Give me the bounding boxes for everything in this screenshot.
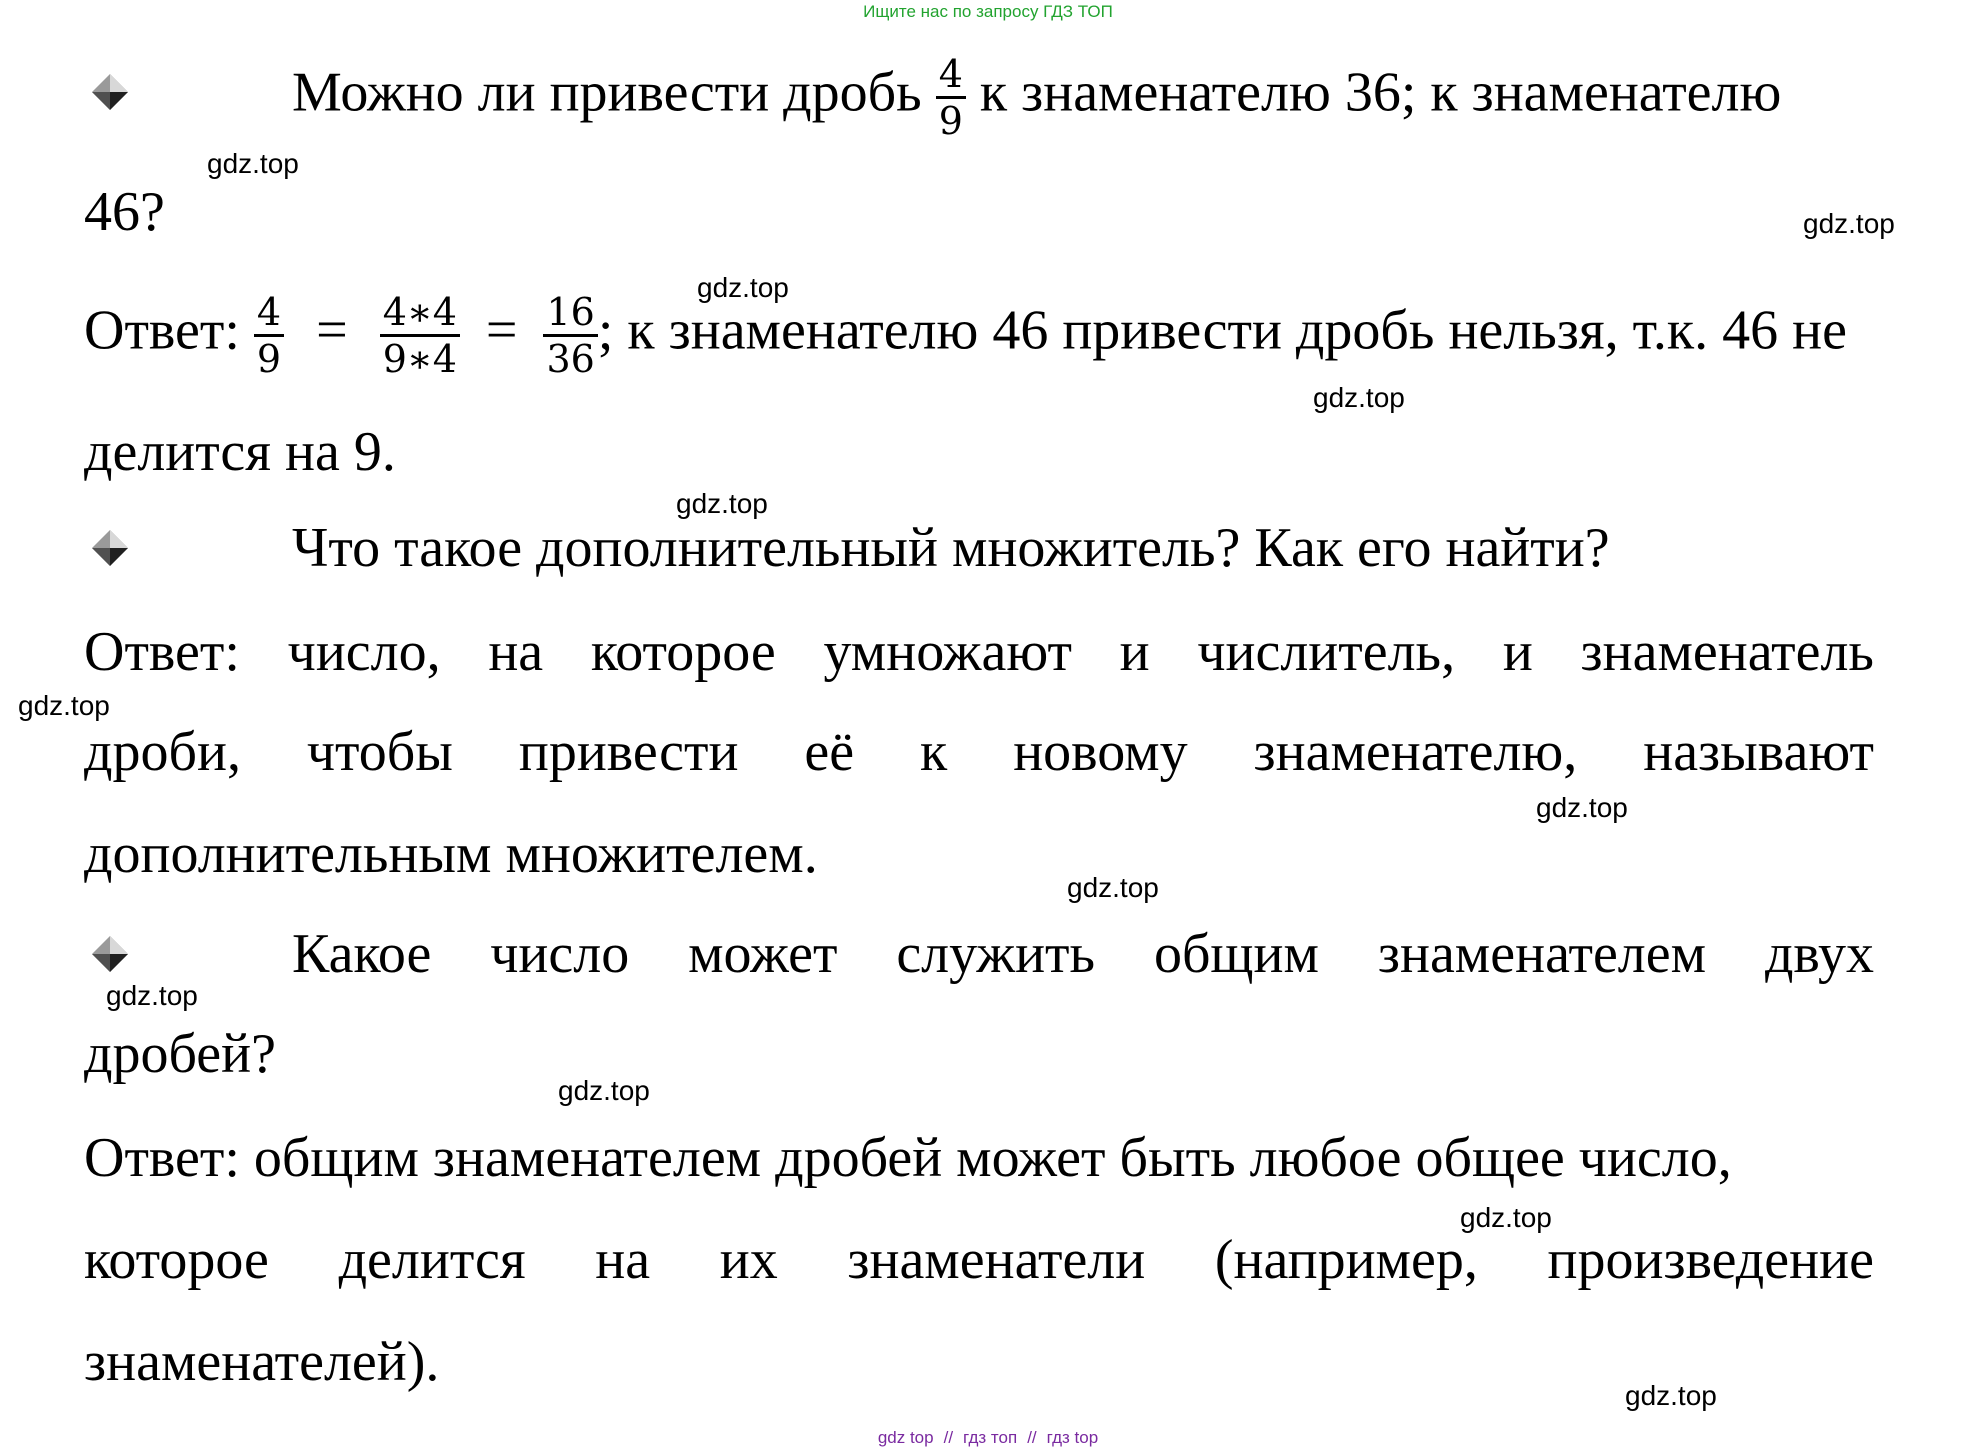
watermark: gdz.top bbox=[558, 1075, 650, 1106]
fraction-numerator: 16 bbox=[543, 290, 597, 337]
question-3-line-1 bbox=[292, 914, 1874, 994]
answer-1-line-2: делится на 9. bbox=[84, 421, 396, 483]
word: двух bbox=[1764, 923, 1874, 985]
fraction-denominator: 36 bbox=[546, 337, 595, 381]
watermark: gdz.top bbox=[1803, 208, 1895, 239]
answer-label: Ответ: bbox=[84, 299, 240, 362]
word: на bbox=[595, 1229, 651, 1291]
word: число bbox=[490, 923, 630, 985]
answer-1-line-1 bbox=[84, 290, 1874, 381]
equals-sign: = bbox=[485, 299, 518, 362]
watermark: gdz.top bbox=[1536, 792, 1628, 823]
word: чтобы bbox=[306, 721, 453, 783]
watermark: gdz.top bbox=[1067, 872, 1159, 903]
footer-separator: // bbox=[1027, 1428, 1037, 1447]
question-1-text-before: Можно ли привести дробь bbox=[292, 61, 922, 124]
word: к bbox=[920, 721, 948, 783]
question-3-line-2: дробей? bbox=[84, 1023, 276, 1085]
watermark: gdz.top bbox=[697, 272, 789, 303]
answer-2-line-2 bbox=[84, 712, 1874, 792]
watermark: gdz.top bbox=[106, 980, 198, 1011]
footer-link[interactable]: gdz top bbox=[877, 1428, 934, 1447]
answer-3-line-3: знаменателей). bbox=[84, 1331, 440, 1393]
watermark: gdz.top bbox=[1625, 1380, 1717, 1411]
watermark: gdz.top bbox=[676, 488, 768, 519]
word: дроби, bbox=[84, 721, 241, 783]
word: служить bbox=[896, 923, 1096, 985]
watermark: gdz.top bbox=[18, 690, 110, 721]
word: знаменатели bbox=[847, 1229, 1146, 1291]
question-1-line-1 bbox=[292, 52, 1874, 143]
word: может bbox=[688, 923, 838, 985]
word: которое bbox=[590, 621, 776, 683]
watermark: gdz.top bbox=[207, 148, 299, 179]
watermark: gdz.top bbox=[1313, 382, 1405, 413]
fraction-denominator: 9 bbox=[256, 337, 282, 381]
answer-3-line-2 bbox=[84, 1220, 1874, 1300]
footer-separator: // bbox=[943, 1428, 954, 1447]
footer-link[interactable]: гдз топ bbox=[963, 1428, 1018, 1447]
word: умножают bbox=[823, 621, 1072, 683]
fraction-numerator: 4 bbox=[254, 290, 284, 337]
word: произведение bbox=[1547, 1229, 1874, 1291]
question-1-text-after: к знаменателю 36; к знаменателю bbox=[979, 61, 1782, 124]
answer-1-text: ; к знаменателю 46 привести дробь нельзя, т.к. 46 не bbox=[597, 299, 1847, 362]
answer-2-line-1 bbox=[84, 612, 1874, 692]
word: её bbox=[804, 721, 855, 783]
question-2-line-1: Что такое дополнительный множитель? Как его найти? bbox=[292, 517, 1610, 579]
fraction-4-9 bbox=[936, 52, 966, 143]
diamond-bullet-icon bbox=[88, 526, 132, 570]
word: Какое bbox=[292, 923, 432, 985]
fraction-denominator: 9 bbox=[938, 99, 963, 143]
word: новому bbox=[1013, 721, 1188, 783]
word: (например, bbox=[1214, 1229, 1478, 1291]
word: число, bbox=[287, 621, 441, 683]
word: знаменатель bbox=[1580, 621, 1874, 683]
word: общим bbox=[1153, 923, 1319, 985]
fraction-numerator: 4∗4 bbox=[380, 290, 460, 337]
word: знаменателю, bbox=[1253, 721, 1578, 783]
word: знаменателем bbox=[1377, 923, 1707, 985]
diamond-bullet-icon bbox=[88, 70, 132, 114]
fraction-numerator: 4 bbox=[936, 52, 966, 99]
fraction-denominator: 9∗4 bbox=[382, 337, 457, 381]
word: их bbox=[719, 1229, 778, 1291]
word: которое bbox=[84, 1229, 269, 1291]
word: числитель, bbox=[1197, 621, 1456, 683]
fraction-expansion bbox=[380, 290, 460, 381]
word: называют bbox=[1643, 721, 1874, 783]
word: привести bbox=[518, 721, 739, 783]
word: Ответ: bbox=[84, 621, 240, 683]
diamond-bullet-icon bbox=[88, 932, 132, 976]
question-1-line-2: 46? bbox=[84, 181, 165, 243]
word: на bbox=[488, 621, 544, 683]
equals-sign: = bbox=[316, 299, 348, 362]
watermark: gdz.top bbox=[1460, 1202, 1552, 1233]
word: делится bbox=[338, 1229, 526, 1291]
answer-2-line-3: дополнительным множителем. bbox=[84, 823, 818, 885]
header-search-link[interactable]: Ищите нас по запросу ГДЗ ТОП bbox=[863, 2, 1113, 21]
footer-links bbox=[0, 1428, 1976, 1448]
answer-3-line-1: Ответ: общим знаменателем дробей может быть любое общее число, bbox=[84, 1127, 1732, 1189]
fraction-16-36 bbox=[543, 290, 597, 381]
footer-link[interactable]: гдз top bbox=[1046, 1428, 1099, 1447]
word: и bbox=[1502, 621, 1533, 683]
word: и bbox=[1119, 621, 1150, 683]
fraction-4-9 bbox=[254, 290, 284, 381]
